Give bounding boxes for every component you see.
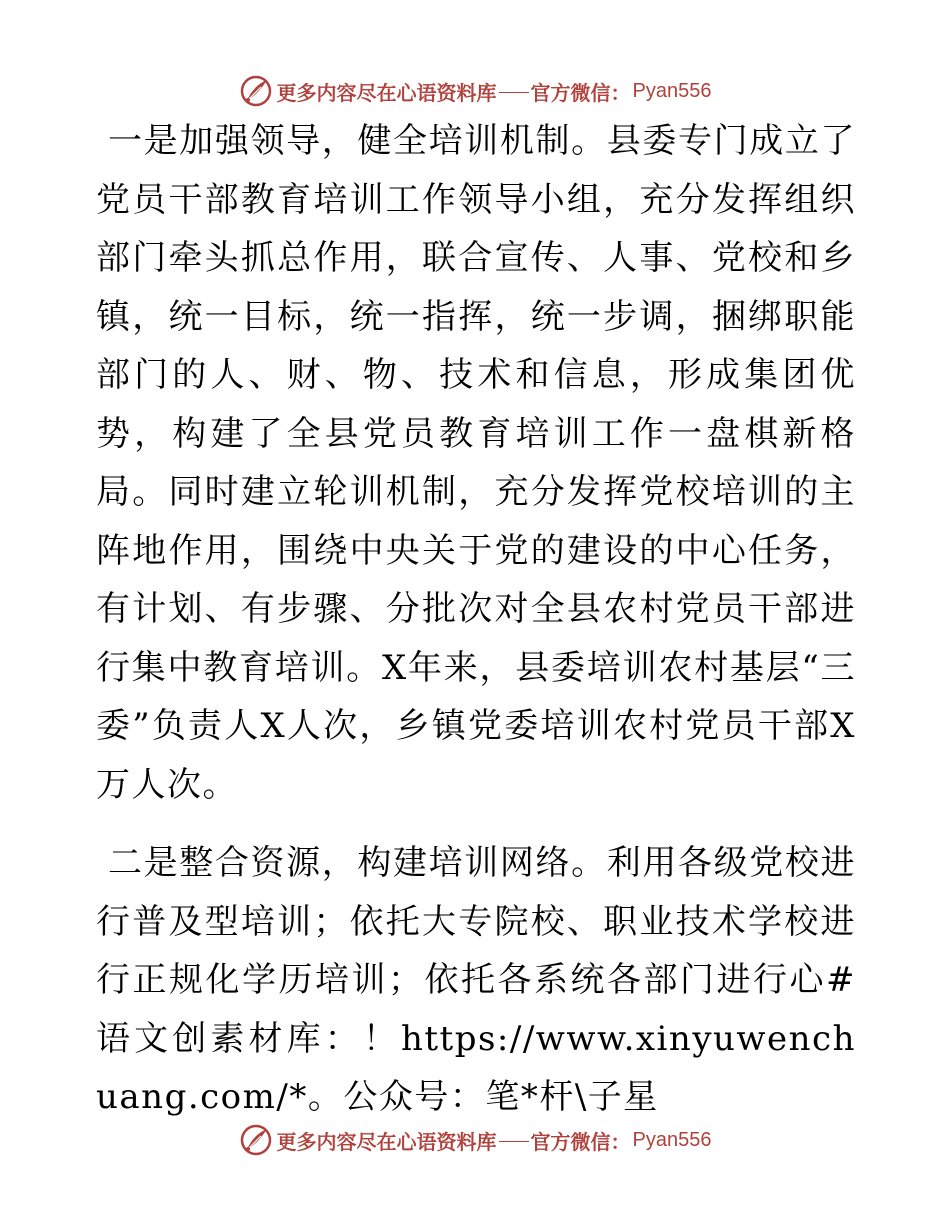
banner-main-text: 更多内容尽在心语资料库 [276,80,497,105]
header-banner [0,71,950,111]
banner-wechat-id: Pyan556 [632,1128,712,1151]
document-body [96,112,856,1127]
feather-quill-logo-icon [239,1123,273,1157]
banner-separator [499,1141,529,1142]
paragraph-1: 一是加强领导，健全培训机制。县委专门成立了党员干部教育培训工作领导小组，充分发挥组织部门牵头抓总作用，联合宣传、人事、党校和乡镇，统一目标，统一指挥，统一步调，捆绑职能部门的人、财、物、技术和信息，形成集团优势，构建了全县党员教育培训工作一盘棋新格局。同时建立轮训机制，充分发挥党校培训的主阵地作用，围绕中央关于党的建设的中心任务，有计划、有步骤、分批次对全县农村党员干部进行集中教育培训。X年来，县委培训农村基层“三委”负责人X人次，乡镇党委培训农村党员干部X万人次。 [96,121,856,805]
footer-banner [0,1120,950,1160]
banner-separator [499,92,529,93]
banner-wechat-id: Pyan556 [632,79,712,102]
banner-official-label: 官方微信： [530,1129,631,1154]
paragraph-2: 二是整合资源，构建培训网络。利用各级党校进行普及型培训；依托大专院校、职业技术学校进行正规化学历培训；依托各系统各部门进行心#语文创素材库：！https://www.xinyuwenchuang.com/*。公众号：笔*杆\子星 [96,843,856,1117]
feather-quill-logo-icon [239,74,273,108]
banner-main-text: 更多内容尽在心语资料库 [276,1129,497,1154]
banner-official-label: 官方微信： [530,80,631,105]
